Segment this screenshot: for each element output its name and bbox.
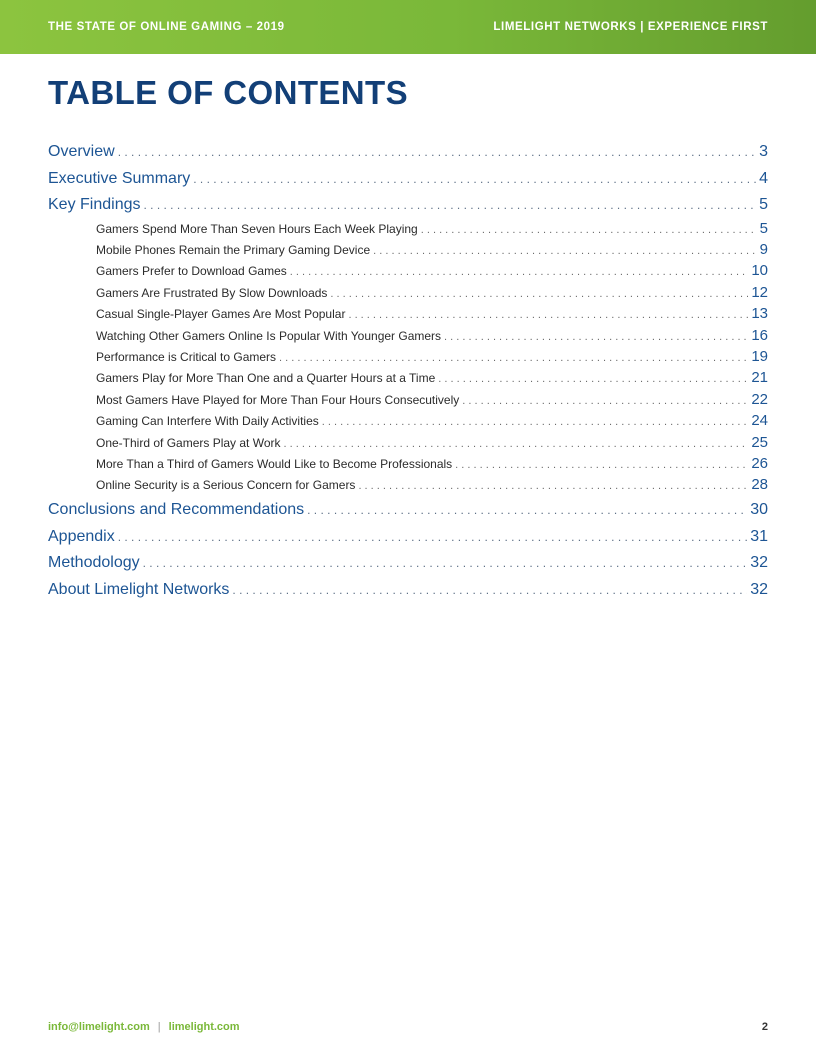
toc-entry-title: Gamers Are Frustrated By Slow Downloads (96, 286, 328, 300)
toc-entry-title: Watching Other Gamers Online Is Popular With Younger Gamers (96, 329, 442, 343)
toc-subentry-four-hours[interactable] (96, 391, 768, 409)
toc-page-number: 25 (751, 434, 768, 451)
toc-page-number: 30 (750, 501, 768, 518)
toc-page-number: 5 (759, 196, 768, 213)
toc-entry-appendix[interactable] (48, 528, 768, 550)
toc-page-number: 31 (750, 528, 768, 545)
toc-entry-conclusions[interactable] (48, 501, 768, 523)
dot-leader (232, 583, 747, 597)
footer-email-link[interactable]: info@limelight.com (48, 1021, 150, 1033)
toc-page-number: 10 (751, 262, 768, 279)
dot-leader (118, 530, 747, 544)
dot-leader (373, 245, 757, 257)
toc-subentry-mobile-phones[interactable] (96, 241, 768, 259)
toc-entry-title: Gamers Play for More Than One and a Quarter Hours at a Time (96, 371, 436, 385)
toc-entry-overview[interactable] (48, 143, 768, 165)
dot-leader (307, 503, 747, 517)
toc-subentry-watching-gamers[interactable] (96, 327, 768, 345)
toc-subentry-casual-games[interactable] (96, 305, 768, 323)
dot-leader (455, 459, 748, 471)
dot-leader (118, 145, 756, 159)
dot-leader (193, 172, 756, 186)
toc-page-number: 9 (759, 241, 768, 258)
table-of-contents (48, 0, 768, 1056)
toc-page-number: 21 (751, 369, 768, 386)
dot-leader (358, 480, 748, 492)
footer-separator: | (157, 1021, 161, 1033)
toc-entry-title: Overview (48, 143, 115, 160)
dot-leader (462, 395, 748, 407)
toc-page-number: 3 (759, 143, 768, 160)
toc-entry-title: Conclusions and Recommendations (48, 501, 305, 518)
toc-entry-title: More Than a Third of Gamers Would Like to Become Professionals (96, 457, 453, 471)
dot-leader (144, 198, 757, 212)
dot-leader (290, 266, 749, 278)
toc-subentry-quarter-hours[interactable] (96, 369, 768, 387)
toc-entry-key-findings[interactable] (48, 196, 768, 218)
toc-subentry-hours-each-week[interactable] (96, 220, 768, 238)
toc-entry-title: Most Gamers Have Played for More Than Four Hours Consecutively (96, 393, 460, 407)
footer-contact (48, 1021, 240, 1033)
report-title-header: THE STATE OF ONLINE GAMING – 2019 (48, 21, 285, 33)
toc-page-number: 22 (751, 391, 768, 408)
toc-entry-title: Appendix (48, 528, 115, 545)
toc-page-number: 4 (759, 170, 768, 187)
dot-leader (348, 309, 748, 321)
page-number: 2 (761, 1021, 768, 1033)
toc-page-number: 32 (750, 554, 768, 571)
dot-leader (284, 438, 749, 450)
dot-leader (438, 373, 748, 385)
toc-entry-title: Gamers Spend More Than Seven Hours Each Week Playing (96, 222, 418, 236)
toc-subentry-performance[interactable] (96, 348, 768, 366)
toc-entry-about-limelight[interactable] (48, 581, 768, 603)
toc-page-number: 26 (751, 455, 768, 472)
dot-leader (143, 556, 748, 570)
toc-entry-title: Gamers Prefer to Download Games (96, 264, 287, 278)
dot-leader (444, 331, 748, 343)
toc-entry-title: Methodology (48, 554, 140, 571)
toc-page-number: 32 (750, 581, 768, 598)
toc-page-number: 16 (751, 327, 768, 344)
toc-entry-title: One-Third of Gamers Play at Work (96, 436, 281, 450)
toc-entry-title: Gaming Can Interfere With Daily Activities (96, 414, 319, 428)
toc-entry-title: About Limelight Networks (48, 581, 230, 598)
toc-entry-methodology[interactable] (48, 554, 768, 576)
toc-subentry-download-games[interactable] (96, 262, 768, 280)
toc-entry-title: Performance is Critical to Gamers (96, 350, 277, 364)
footer-website-link[interactable]: limelight.com (168, 1021, 240, 1033)
toc-page-number: 12 (751, 284, 768, 301)
dot-leader (322, 416, 749, 428)
toc-subentry-online-security[interactable] (96, 476, 768, 494)
toc-subentry-play-at-work[interactable] (96, 434, 768, 452)
toc-entry-title: Online Security is a Serious Concern for Gamers (96, 478, 356, 492)
company-tagline-header: LIMELIGHT NETWORKS | EXPERIENCE FIRST (493, 21, 768, 33)
toc-subentry-daily-activities[interactable] (96, 412, 768, 430)
toc-page-number: 24 (751, 412, 768, 429)
toc-entry-title: Mobile Phones Remain the Primary Gaming Device (96, 243, 371, 257)
toc-page-number: 19 (751, 348, 768, 365)
toc-page-number: 5 (759, 220, 768, 237)
dot-leader (279, 352, 748, 364)
dot-leader (421, 224, 757, 236)
toc-page-number: 28 (751, 476, 768, 493)
page-title: TABLE OF CONTENTS (48, 74, 409, 111)
toc-subentry-professionals[interactable] (96, 455, 768, 473)
toc-subentry-slow-downloads[interactable] (96, 284, 768, 302)
toc-entry-title: Key Findings (48, 196, 141, 213)
toc-entry-title: Casual Single-Player Games Are Most Popular (96, 307, 346, 321)
toc-entry-executive-summary[interactable] (48, 170, 768, 192)
dot-leader (330, 288, 748, 300)
toc-page-number: 13 (751, 305, 768, 322)
toc-entry-title: Executive Summary (48, 170, 191, 187)
